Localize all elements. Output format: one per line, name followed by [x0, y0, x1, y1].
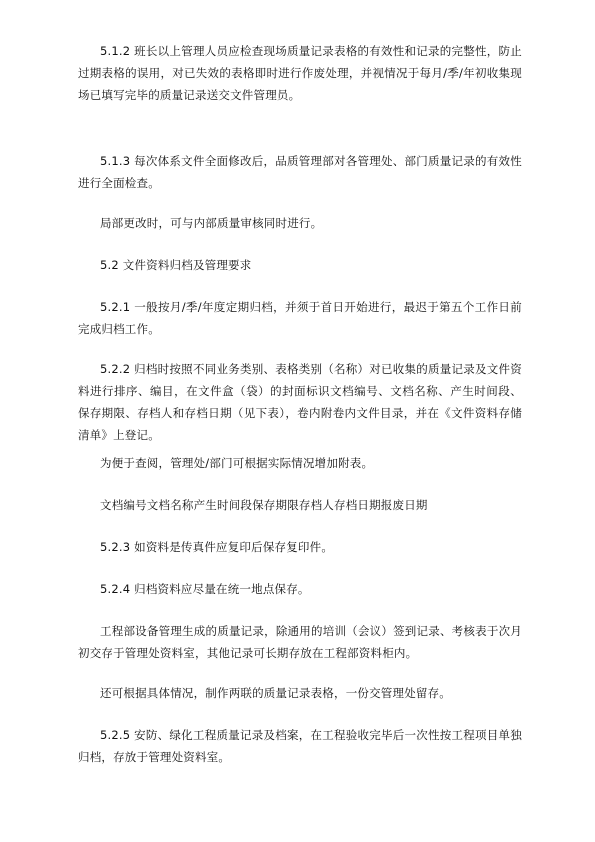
paragraph-5-1-3: 5.1.3 每次体系文件全面修改后，品质管理部对各管理处、部门质量记录的有效性进行全面检查。 [78, 154, 522, 190]
paragraph-engineering-records: 工程部设备管理生成的质量记录，除通用的培训（会议）签到记录、考核表于次月初交存于管理处资料室，其他记录可长期存放在工程部资料柜内。 [78, 624, 522, 660]
paragraph-appendix-note: 为便于查阅，管理处/部门可根据实际情况增加附表。 [100, 456, 374, 470]
paragraph-5-2-2: 5.2.2 归档时按照不同业务类别、表格类别（名称）对已收集的质量记录及文件资料进行排序、编目，在文件盒（袋）的封面标识文档编号、文档名称、产生时间段、保存期限、存档人和存档日期（见下表），卷内附卷内文件目录，并在《文件资料存储清单》上登记。 [78, 362, 522, 442]
paragraph-5-2-5: 5.2.5 安防、绿化工程质量记录及档案，在工程验收完毕后一次性按工程项目单独归档，存放于管理处资料室。 [78, 728, 522, 764]
paragraph-partial-change: 局部更改时，可与内部质量审核同时进行。 [100, 216, 323, 230]
paragraph-duplicate-forms: 还可根据具体情况，制作两联的质量记录表格，一份交管理处留存。 [100, 686, 451, 700]
table-header-line: 文档编号文档名称产生时间段保存期限存档人存档日期报废日期 [100, 498, 428, 512]
paragraph-5-2-3: 5.2.3 如资料是传真件应复印后保存复印件。 [100, 540, 334, 554]
section-heading-5-2: 5.2 文件资料归档及管理要求 [100, 258, 252, 272]
paragraph-5-2-1: 5.2.1 一般按月/季/年度定期归档，并须于首日开始进行，最迟于第五个工作日前完成归档工作。 [78, 300, 522, 336]
paragraph-5-2-4: 5.2.4 归档资料应尽量在统一地点保存。 [100, 582, 310, 596]
paragraph-5-1-2: 5.1.2 班长以上管理人员应检查现场质量记录表格的有效性和记录的完整性，防止过期表格的误用，对已失效的表格即时进行作废处理，并视情况于每月/季/年初收集现场已填写完毕的质量记录送交文件管理员。 [78, 44, 522, 102]
